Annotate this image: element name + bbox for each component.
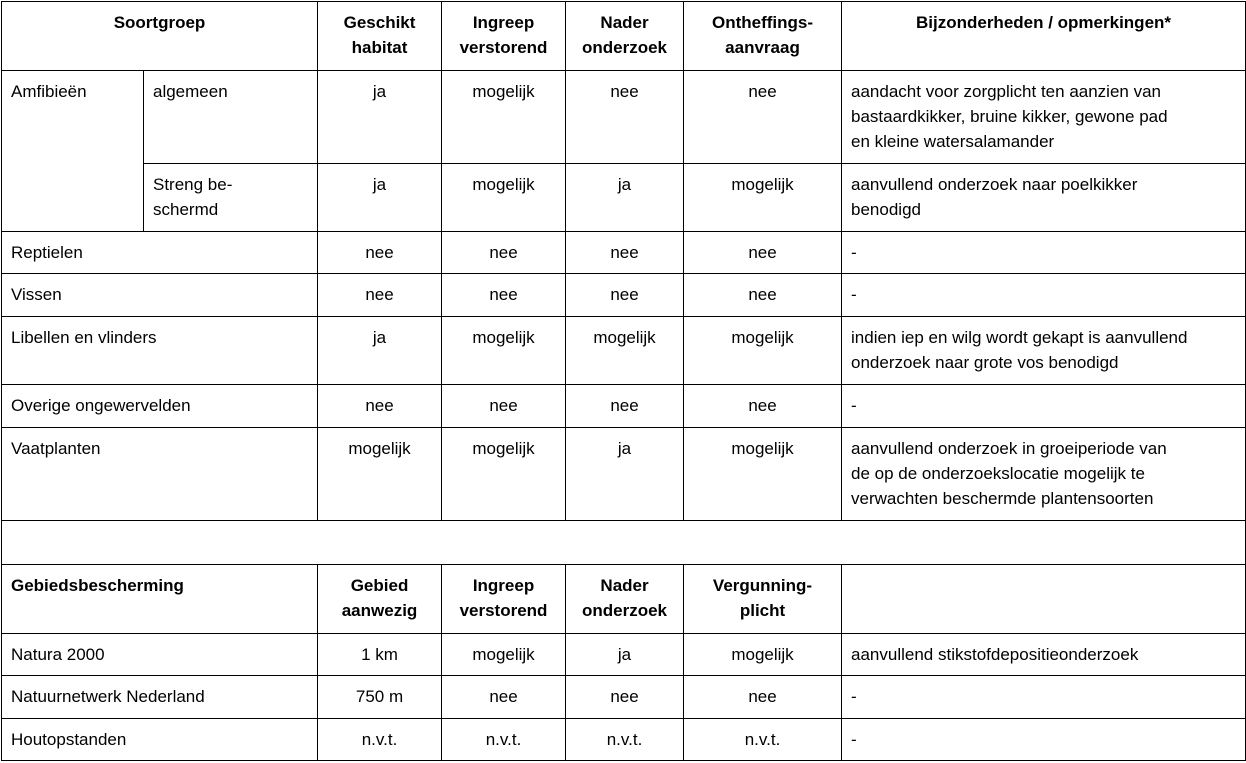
header-ontheffingsaanvraag: Ontheffings- aanvraag — [684, 2, 842, 71]
cell-aanwezig: 750 m — [318, 676, 442, 719]
cell-ontheffing: nee — [684, 71, 842, 164]
table-row — [2, 274, 1246, 317]
table-row — [2, 385, 1246, 428]
cell-ingreep: nee — [442, 676, 566, 719]
cell-ingreep: mogelijk — [442, 634, 566, 676]
cell-habitat: nee — [318, 385, 442, 428]
cell-onderzoek: nee — [566, 274, 684, 317]
cell-remark: - — [842, 676, 1246, 719]
row-area-label: Natura 2000 — [2, 634, 318, 676]
header-ingreep-verstorend: Ingreep verstorend — [442, 2, 566, 71]
cell-ingreep: nee — [442, 232, 566, 274]
row-group-label: Vissen — [2, 274, 318, 317]
species-header-row — [2, 2, 1246, 71]
cell-remark: - — [842, 232, 1246, 274]
cell-onderzoek: ja — [566, 634, 684, 676]
cell-remark: - — [842, 274, 1246, 317]
cell-remark: aanvullend stikstofdepositieonderzoek — [842, 634, 1246, 676]
row-group-label: Amfibieën — [2, 71, 144, 232]
cell-ingreep: mogelijk — [442, 317, 566, 385]
header-gebiedsbescherming: Gebiedsbescherming — [2, 565, 318, 634]
row-group-label: Overige ongewervelden — [2, 385, 318, 428]
header-nader-onderzoek: Nader onderzoek — [566, 2, 684, 71]
header-gebied-aanwezig: Gebied aanwezig — [318, 565, 442, 634]
table-row — [2, 164, 1246, 232]
table-row — [2, 71, 1246, 164]
table-row — [2, 317, 1246, 385]
cell-onderzoek: nee — [566, 232, 684, 274]
area-header-row — [2, 565, 1246, 634]
species-protection-table — [1, 1, 1246, 761]
cell-ingreep: mogelijk — [442, 71, 566, 164]
row-group-label: Reptielen — [2, 232, 318, 274]
table-row — [2, 719, 1246, 761]
cell-ingreep: mogelijk — [442, 428, 566, 521]
header-ingreep-verstorend: Ingreep verstorend — [442, 565, 566, 634]
cell-vergunning: nee — [684, 676, 842, 719]
cell-remark: aanvullend onderzoek naar poelkikker benodigd — [842, 164, 1246, 232]
cell-remark: aandacht voor zorgplicht ten aanzien van bastaardkikker, bruine kikker, gewone pad en kleine watersalamander — [842, 71, 1246, 164]
cell-ontheffing: nee — [684, 232, 842, 274]
header-soortgroep: Soortgroep — [2, 2, 318, 71]
table-row — [2, 232, 1246, 274]
cell-remark: indien iep en wilg wordt gekapt is aanvullend onderzoek naar grote vos benodigd — [842, 317, 1246, 385]
cell-onderzoek: mogelijk — [566, 317, 684, 385]
table-row — [2, 676, 1246, 719]
cell-habitat: nee — [318, 274, 442, 317]
cell-ontheffing: mogelijk — [684, 164, 842, 232]
cell-onderzoek: ja — [566, 428, 684, 521]
table-row — [2, 428, 1246, 521]
header-empty — [842, 565, 1246, 634]
cell-habitat: ja — [318, 164, 442, 232]
cell-onderzoek: nee — [566, 676, 684, 719]
cell-ontheffing: mogelijk — [684, 428, 842, 521]
cell-ingreep: mogelijk — [442, 164, 566, 232]
cell-habitat: nee — [318, 232, 442, 274]
cell-habitat: mogelijk — [318, 428, 442, 521]
cell-vergunning: mogelijk — [684, 634, 842, 676]
cell-remark: aanvullend onderzoek in groeiperiode van de op de onderzoekslocatie mogelijk te verwachten beschermde plantensoorten — [842, 428, 1246, 521]
cell-onderzoek: n.v.t. — [566, 719, 684, 761]
cell-ontheffing: nee — [684, 274, 842, 317]
header-bijzonderheden: Bijzonderheden / opmerkingen* — [842, 2, 1246, 71]
spacer-row — [2, 521, 1246, 565]
cell-ontheffing: mogelijk — [684, 317, 842, 385]
spacer-cell — [2, 521, 1246, 565]
cell-onderzoek: nee — [566, 385, 684, 428]
row-subgroup-label: Streng be- schermd — [144, 164, 318, 232]
header-nader-onderzoek: Nader onderzoek — [566, 565, 684, 634]
row-area-label: Natuurnetwerk Nederland — [2, 676, 318, 719]
row-area-label: Houtopstanden — [2, 719, 318, 761]
row-subgroup-label: algemeen — [144, 71, 318, 164]
cell-habitat: ja — [318, 71, 442, 164]
cell-ingreep: nee — [442, 385, 566, 428]
cell-onderzoek: ja — [566, 164, 684, 232]
cell-ingreep: nee — [442, 274, 566, 317]
cell-onderzoek: nee — [566, 71, 684, 164]
cell-remark: - — [842, 719, 1246, 761]
row-group-label: Libellen en vlinders — [2, 317, 318, 385]
cell-aanwezig: 1 km — [318, 634, 442, 676]
row-group-label: Vaatplanten — [2, 428, 318, 521]
cell-habitat: ja — [318, 317, 442, 385]
header-vergunningplicht: Vergunning- plicht — [684, 565, 842, 634]
cell-ontheffing: nee — [684, 385, 842, 428]
cell-remark: - — [842, 385, 1246, 428]
cell-aanwezig: n.v.t. — [318, 719, 442, 761]
table-row — [2, 634, 1246, 676]
header-geschikt-habitat: Geschikt habitat — [318, 2, 442, 71]
cell-vergunning: n.v.t. — [684, 719, 842, 761]
cell-ingreep: n.v.t. — [442, 719, 566, 761]
